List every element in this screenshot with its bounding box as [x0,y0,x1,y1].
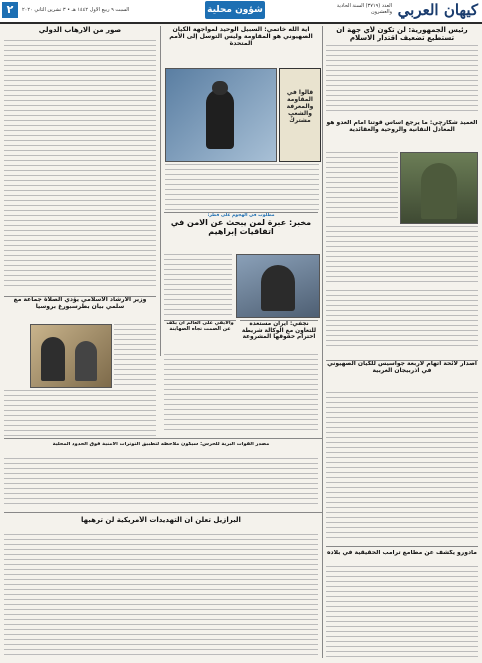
article-body [326,45,478,115]
turban-shape [212,81,228,95]
article-maduro [326,550,478,564]
article-body [326,290,478,350]
issue-line: العدد (٣٧١٩) السنة الحادية والعشرون [336,3,392,15]
article-body [326,152,398,222]
article-shekarchi [326,120,478,150]
article-body [4,458,318,508]
quote-text: قالوا في المقاومة والمعرفة والشعب مشتركٌ [286,89,314,124]
article-body [326,226,478,286]
article-wilayati [164,320,236,351]
newspaper-logo: كيهان العربي [397,1,478,19]
article-khatami [164,26,318,66]
article-najafi [240,320,318,351]
cleric-photo [165,68,277,162]
article-minister [4,296,156,323]
headline: نجفي: ايران مستعدة للتعاون مع الوكالة شريطة احترام حقوقها المشروعة [241,321,317,341]
page-number: ٢ [2,2,18,18]
article-brazil [4,516,318,530]
article-body [114,324,156,386]
headline: وزير الارشاد الاسلامي يؤدي الصلاة جماعة مع سلمي بيان بطرسبورغ بروسيا [13,296,147,310]
headline: العميد شكارچي: ما يرجع أساس قوتنا أمام العدو هو المعادل التقانية والروحية والعقائدية [326,120,478,133]
article-body [4,390,156,440]
masthead [0,0,482,24]
quote-box [279,68,321,162]
article-body [4,534,318,658]
minister-photo [30,324,112,388]
person-figure [41,337,65,381]
column-divider [322,356,323,658]
section-title: شؤون محلية [205,1,265,19]
headline: مخبر: عبرة لمن يبحث عن الامن في اتفاقيات إبراهيم [170,218,312,237]
speaker-figure [206,89,234,149]
headline: مصدر القوات البرية للحرس: سيكون ملاحظه لتطبيق التوترات الامنية فوق الحدود المحلية [52,442,270,447]
article-ground-forces [4,442,318,456]
portrait-figure [261,265,295,311]
section-divider [4,512,322,513]
headline: صور من الارهاب الدولي [38,26,122,34]
column-divider [160,26,161,356]
issue-date: السبت ٩ ربيع الاول ١٤٤٢ هـ • ٣ تشرين الثاني ٢٠٢٠ [22,7,130,13]
article-body [164,254,232,316]
headline: مادورو يكشف عن مطامع ترامب الحقيقية في بلاده [326,550,478,556]
column-divider [322,26,323,356]
headline: والايفي على العالم أن يكف عن الصمت تجاه الصهاينة [166,320,234,332]
headline: آية الله خاتمي: السبيل الوحيد لمواجهة الكيان الصهيوني هو المقاومة وليس التوسل إلى الأمم المتحدة [169,26,313,48]
general-photo [400,152,478,224]
article-body [326,392,478,542]
section-divider [326,546,478,547]
headline: البرازيل تعلن ان التهديدات الأمريكية لن ترهبها [81,516,241,524]
kicker: مطلوب في الهجوم على قطر: [207,213,275,218]
article-president [326,26,478,116]
article-body [164,354,318,434]
uniform-figure [421,163,457,219]
person-figure [75,341,97,381]
article-body [4,40,156,290]
headline: اصدار لائحة اتهام لأربعة جواسيس للكيان الصهيوني في اذربيجان الغربية [327,360,477,374]
article-mokhber [164,212,318,253]
article-body [326,566,478,658]
mokhber-photo [236,254,320,318]
headline: رئيس الجمهورية: لن تكون لأي جهة ان تستطيع تضعيف اقتدار الاسلام [336,26,468,43]
article-spies [326,360,478,391]
article-body [165,164,319,210]
section-divider [4,438,322,439]
article-terror [4,26,156,38]
